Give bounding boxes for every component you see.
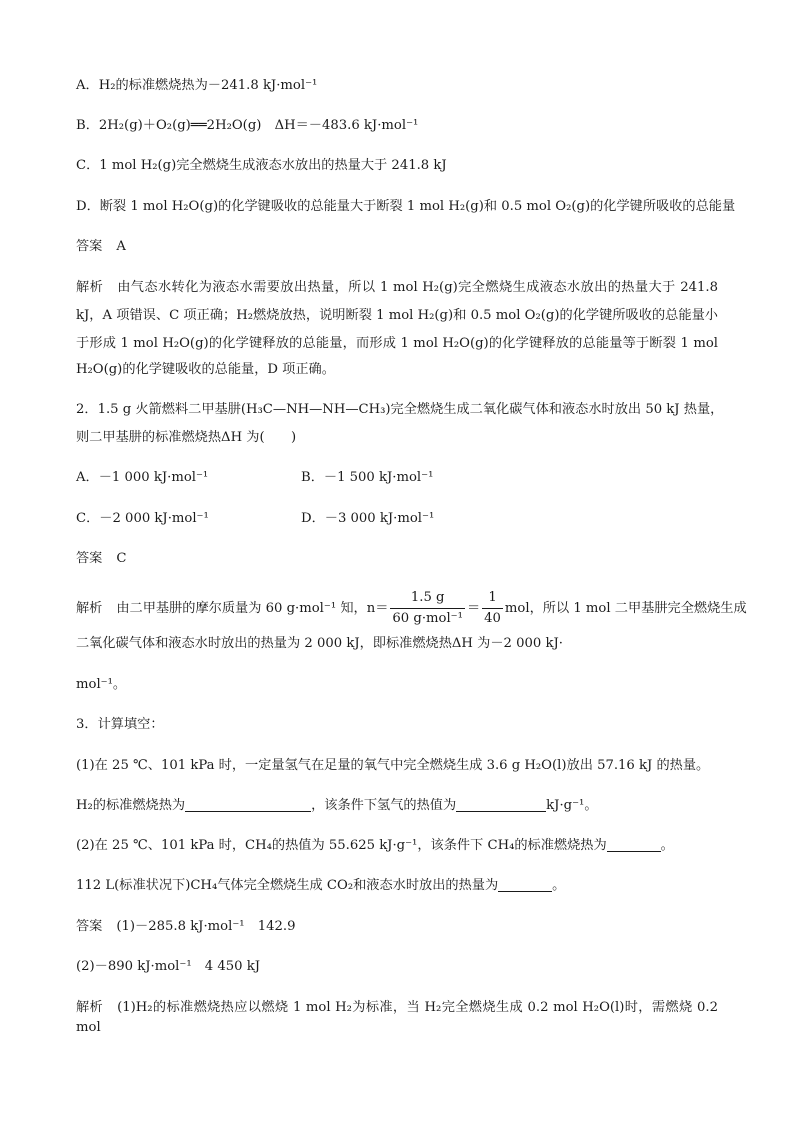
q3-part1-blanks: H₂的标准燃烧热为 ，该条件下氢气的热值为 kJ·g⁻¹。 bbox=[76, 798, 598, 813]
answer-label: 答案 bbox=[76, 919, 103, 934]
q2-option-a: A．－1 000 kJ·mol⁻¹ bbox=[76, 470, 209, 485]
answer-label: 答案 bbox=[76, 551, 103, 566]
q1-option-d: D．断裂 1 mol H₂O(g)的化学键吸收的总能量大于断裂 1 mol H₂(g)和 0.5 mol O₂(g)的化学键所吸收的总能量 bbox=[76, 199, 736, 214]
answer-label: 答案 bbox=[76, 239, 103, 254]
q3-answer-line-1 bbox=[76, 917, 296, 937]
q1-answer bbox=[76, 237, 126, 257]
q3-answer-line-2: (2)－890 kJ·mol⁻¹ 4 450 kJ bbox=[76, 959, 261, 974]
analysis-text: 由气态水转化为液态水需要放出热量，所以 1 mol H₂(g)完全燃烧生成液态水放出的热量大于 241.8 bbox=[117, 280, 718, 295]
q3-part2: (2)在 25 ℃、101 kPa 时，CH₄的热值为 55.625 kJ·g⁻¹，该条件下 CH₄的标准燃烧热为 。 bbox=[76, 838, 674, 853]
q1-option-c: C．1 mol H₂(g)完全燃烧生成液态水放出的热量大于 241.8 kJ bbox=[76, 158, 447, 173]
analysis-label: 解析 bbox=[76, 601, 103, 616]
answer-blank[interactable] bbox=[456, 797, 546, 812]
q2-option-b: B．－1 500 kJ·mol⁻¹ bbox=[301, 470, 434, 485]
q3-title: 3．计算填空： bbox=[76, 717, 164, 732]
q2-option-c: C．－2 000 kJ·mol⁻¹ bbox=[76, 511, 209, 526]
q1-analysis-line-2: kJ，A 项错误、C 项正确；H₂燃烧放热，说明断裂 1 mol H₂(g)和 0.5 mol O₂(g)的化学键所吸收的总能量小 bbox=[76, 308, 718, 323]
q3-analysis-line-1 bbox=[76, 998, 718, 1038]
q2-answer bbox=[76, 549, 126, 569]
answer-value: A bbox=[116, 239, 126, 254]
q3-part2-line-2: 112 L(标准状况下)CH₄气体完全燃烧生成 CO₂和液态水时放出的热量为 。 bbox=[76, 878, 566, 893]
answer-blank[interactable] bbox=[185, 797, 311, 812]
answer-value: (1)－285.8 kJ·mol⁻¹ 142.9 bbox=[116, 919, 296, 934]
q3-part1: (1)在 25 ℃、101 kPa 时，一定量氢气在足量的氧气中完全燃烧生成 3.6 g H₂O(l)放出 57.16 kJ 的热量。 bbox=[76, 758, 710, 773]
q1-option-b: B．2H₂(g)＋O₂(g)══2H₂O(g) ΔH＝－483.6 kJ·mol⁻¹ bbox=[76, 118, 419, 133]
q1-analysis-line-4: H₂O(g)的化学键吸收的总能量，D 项正确。 bbox=[76, 362, 335, 377]
q2-stem-line-2: 则二甲基肼的标准燃烧热ΔH 为( ) bbox=[76, 430, 297, 445]
answer-blank[interactable] bbox=[607, 837, 661, 852]
q2-analysis-line-1: 解析 由二甲基肼的摩尔质量为 60 g·mol⁻¹ 知，n＝ $\frac{1.5 g}{\text{60 g·mol⁻¹}}$ ＝ $\frac{1}{40}$ mol，所以 1 mol 二甲基肼完全燃烧生成 bbox=[76, 590, 747, 626]
analysis-label: 解析 bbox=[76, 1000, 104, 1015]
answer-blank[interactable] bbox=[498, 877, 552, 892]
q2-stem-line-1: 2．1.5 g 火箭燃料二甲基肼(H₃C—NH—NH—CH₃)完全燃烧生成二氧化碳气体和液态水时放出 50 kJ 热量， bbox=[76, 402, 724, 417]
analysis-label: 解析 bbox=[76, 280, 104, 295]
fraction-one-fortieth: $\frac{1}{40}$ bbox=[484, 590, 501, 626]
q2-analysis-line-2: 二氧化碳气体和液态水时放出的热量为 2 000 kJ，即标准燃烧热ΔH 为－2 000 kJ· bbox=[76, 636, 563, 651]
answer-value: C bbox=[116, 551, 127, 566]
q1-analysis-line-3: 于形成 1 mol H₂O(g)的化学键释放的总能量，而形成 1 mol H₂O(g)的化学键释放的总能量等于断裂 1 mol bbox=[76, 336, 718, 351]
q2-analysis-line-3: mol⁻¹。 bbox=[76, 677, 127, 692]
analysis-text: 由二甲基肼的摩尔质量为 60 g·mol⁻¹ 知，n＝ bbox=[116, 601, 389, 616]
q2-option-d: D．－3 000 kJ·mol⁻¹ bbox=[301, 511, 435, 526]
analysis-text: (1)H₂的标准燃烧热应以燃烧 1 mol H₂为标准，当 H₂完全燃烧生成 0.2 mol H₂O(l)时，需燃烧 0.2 mol bbox=[76, 1000, 719, 1035]
q1-option-a: A．H₂的标准燃烧热为－241.8 kJ·mol⁻¹ bbox=[76, 78, 318, 93]
q1-analysis-line-1 bbox=[76, 278, 718, 298]
fraction-mass-over-molar-mass: $\frac{1.5 g}{\text{60 g·mol⁻¹}}$ bbox=[392, 590, 463, 626]
